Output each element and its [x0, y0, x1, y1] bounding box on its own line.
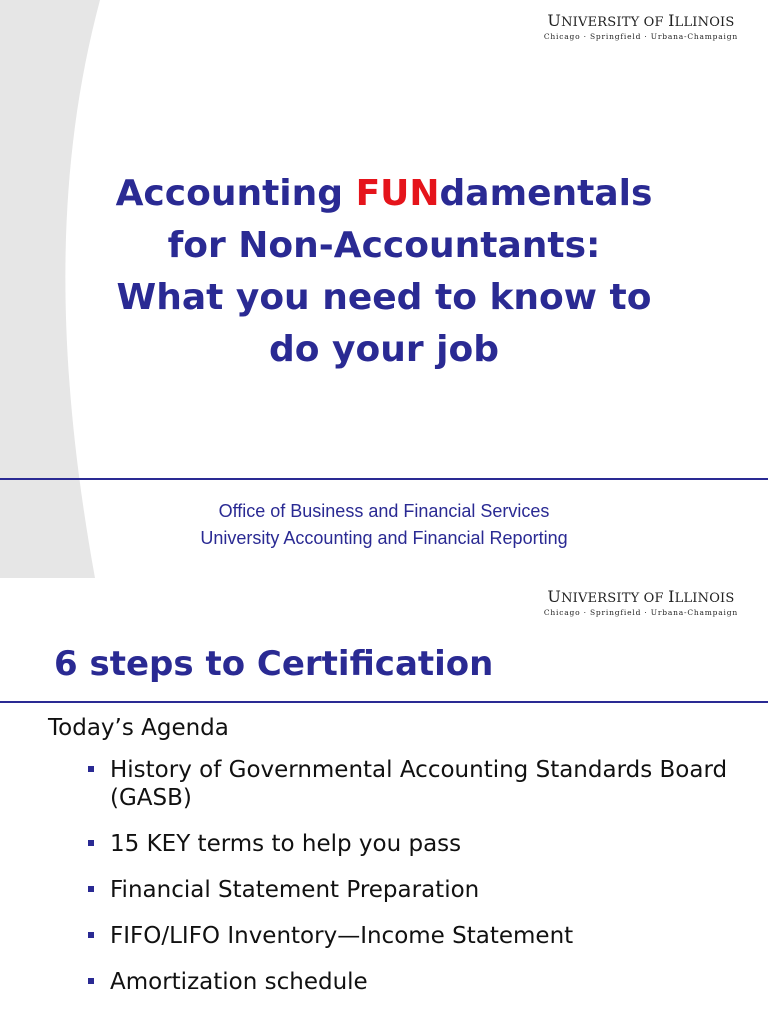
agenda-label: Today’s Agenda	[48, 715, 229, 741]
title-line-3: What you need to know to	[116, 277, 652, 318]
university-logo: UNIVERSITY OF ILLINOIS Chicago · Springfield · Urbana-Champaign	[543, 587, 738, 617]
agenda-list	[84, 756, 744, 1014]
bullet-icon	[88, 840, 94, 846]
logo-campuses: Chicago · Springfield · Urbana-Champaign	[543, 608, 738, 617]
list-item: Financial Statement Preparation	[84, 876, 744, 904]
logo-campuses: Chicago · Springfield · Urbana-Champaign	[543, 32, 738, 41]
slide-2	[0, 578, 768, 1024]
divider-line	[0, 478, 768, 480]
list-item: 15 KEY terms to help you pass	[84, 830, 744, 858]
subtitle-line-1: Office of Business and Financial Services	[218, 501, 550, 521]
bullet-icon	[88, 766, 94, 772]
slide-subtitle	[0, 498, 768, 552]
subtitle-line-2: University Accounting and Financial Reporting	[200, 528, 568, 548]
title-line-4: do your job	[269, 329, 499, 370]
fun-highlight: FUN	[355, 173, 440, 214]
list-item: History of Governmental Accounting Standards Board (GASB)	[84, 756, 744, 812]
list-item: FIFO/LIFO Inventory—Income Statement	[84, 922, 744, 950]
bullet-icon	[88, 932, 94, 938]
title-line-2: for Non-Accountants:	[167, 225, 601, 266]
slide-title: 6 steps to Certification	[54, 644, 494, 684]
title-line-1: Accounting FUNdamentals	[115, 173, 653, 214]
bullet-icon	[88, 886, 94, 892]
university-logo: UNIVERSITY OF ILLINOIS Chicago · Springfield · Urbana-Champaign	[543, 11, 738, 41]
divider-line	[0, 701, 768, 703]
slide-title	[30, 168, 738, 376]
bullet-icon	[88, 978, 94, 984]
list-item: Amortization schedule	[84, 968, 744, 996]
